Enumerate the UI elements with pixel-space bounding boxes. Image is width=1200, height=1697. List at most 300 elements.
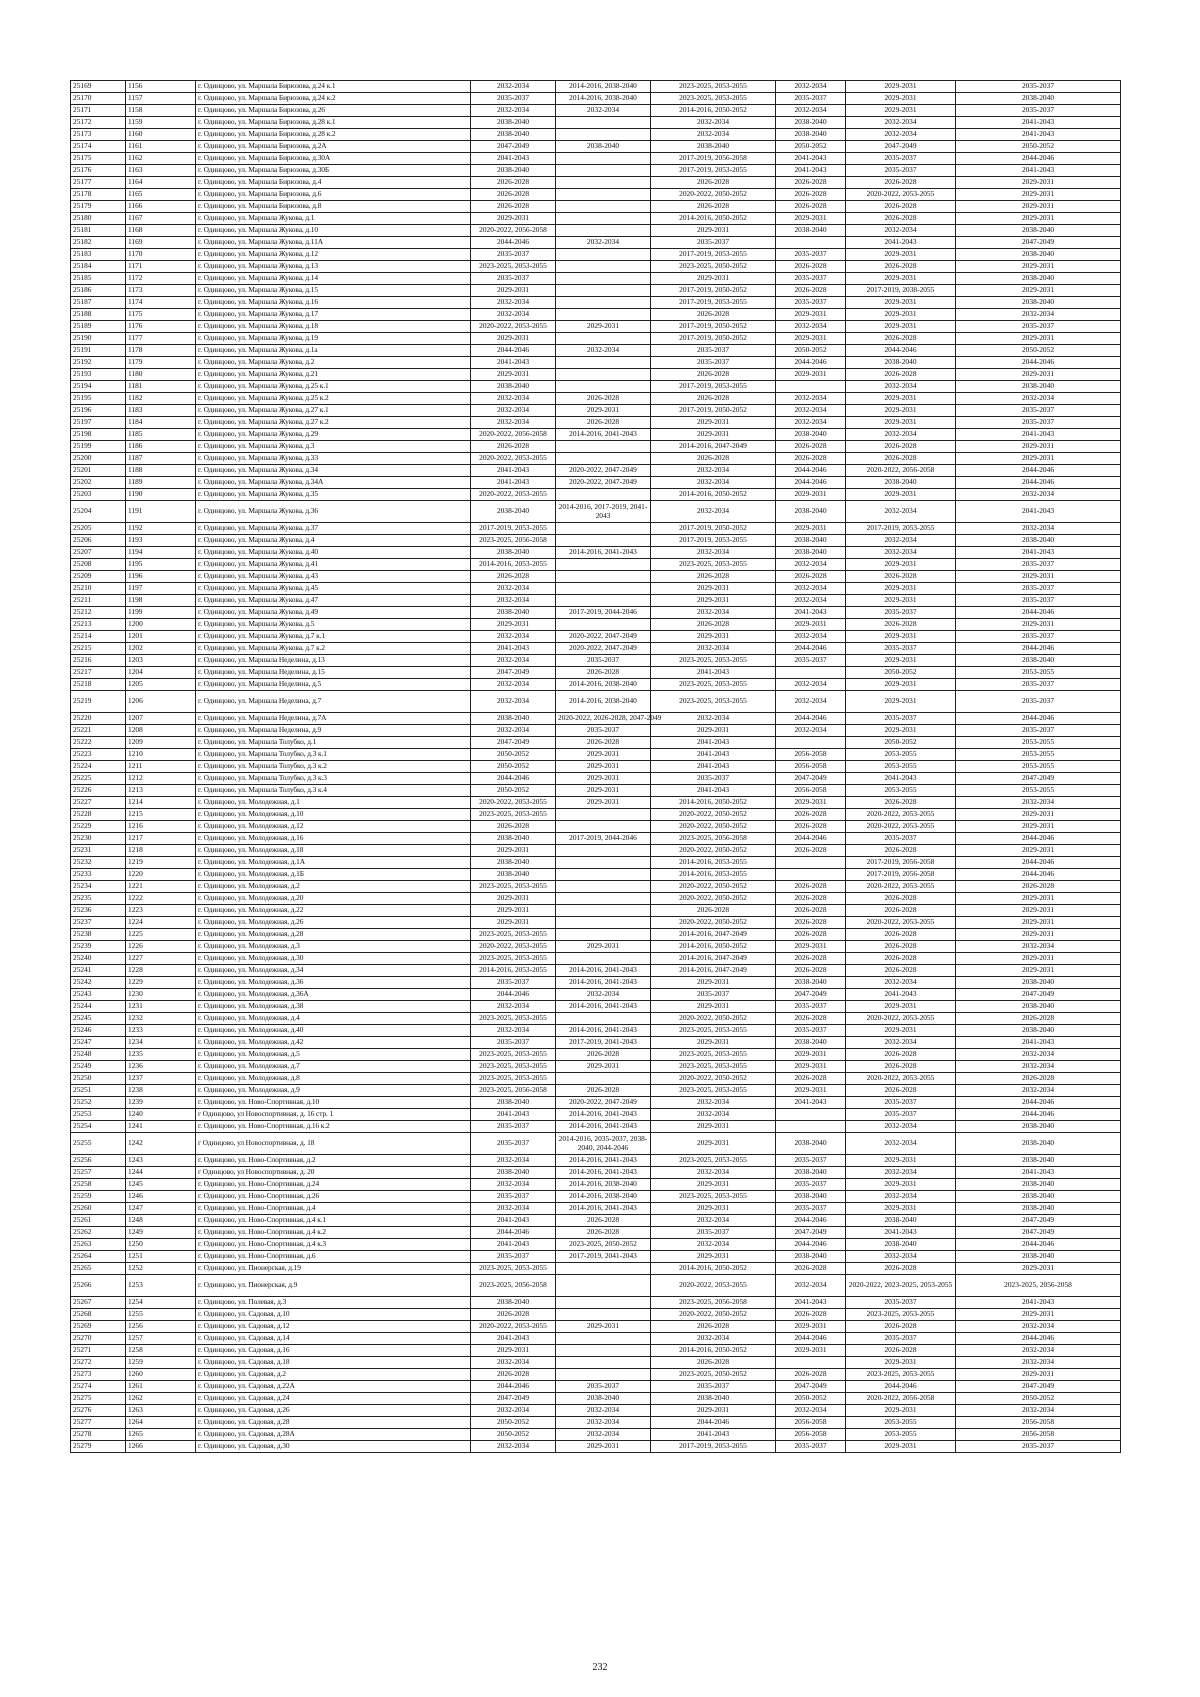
period-cell (556, 177, 651, 189)
period-cell (556, 953, 651, 965)
row-number-cell: 25169 (71, 81, 126, 93)
period-cell (556, 489, 651, 501)
period-cell: 2032-2034 (776, 105, 846, 117)
period-cell: 2023-2025, 2056-2058 (471, 1085, 556, 1097)
row-number-cell: 25206 (71, 535, 126, 547)
period-cell: 2032-2034 (471, 595, 556, 607)
period-cell: 2032-2034 (471, 297, 556, 309)
period-cell: 2023-2025, 2050-2052 (651, 261, 776, 273)
period-cell: 2017-2019, 2053-2055 (651, 249, 776, 261)
period-cell: 2029-2031 (651, 631, 776, 643)
table-row (71, 905, 1121, 917)
period-cell: 2056-2058 (956, 1429, 1121, 1441)
row-number-cell: 25175 (71, 153, 126, 165)
period-cell: 2047-2049 (956, 1381, 1121, 1393)
table-row (71, 1393, 1121, 1405)
house-id-cell: 1226 (126, 941, 196, 953)
row-number-cell: 25179 (71, 201, 126, 213)
period-cell: 2026-2028 (846, 333, 956, 345)
period-cell: 2032-2034 (651, 465, 776, 477)
period-cell (556, 117, 651, 129)
row-number-cell: 25200 (71, 453, 126, 465)
row-number-cell: 25263 (71, 1239, 126, 1251)
period-cell: 2044-2046 (956, 153, 1121, 165)
period-cell: 2029-2031 (846, 725, 956, 737)
period-cell: 2047-2049 (471, 667, 556, 679)
period-cell: 2026-2028 (651, 1321, 776, 1333)
table-row (71, 691, 1121, 713)
table-row (71, 213, 1121, 225)
address-cell: г. Одинцово, ул. Маршала Жукова, д.5 (196, 619, 471, 631)
house-id-cell: 1187 (126, 453, 196, 465)
table-row (71, 81, 1121, 93)
address-cell: г. Одинцово, ул. Маршала Бирюзова, д.24 к.1 (196, 81, 471, 93)
address-cell: г. Одинцово, ул. Маршала Бирюзова, д.24 к.2 (196, 93, 471, 105)
period-cell: 2029-2031 (651, 1405, 776, 1417)
period-cell: 2023-2025, 2053-2055 (651, 1049, 776, 1061)
period-cell: 2050-2052 (471, 1429, 556, 1441)
period-cell: 2026-2028 (471, 1369, 556, 1381)
table-row (71, 607, 1121, 619)
period-cell: 2020-2022, 2053-2055 (846, 1073, 956, 1085)
period-cell: 2020-2022, 2023-2025, 2053-2055 (846, 1275, 956, 1297)
table-row (71, 893, 1121, 905)
table-row (71, 357, 1121, 369)
period-cell: 2026-2028 (471, 189, 556, 201)
period-cell (556, 153, 651, 165)
house-id-cell: 1182 (126, 393, 196, 405)
table-row (71, 93, 1121, 105)
address-cell: г. Одинцово, ул. Маршала Бирюзова, д.28 к.2 (196, 129, 471, 141)
period-cell: 2032-2034 (846, 1133, 956, 1155)
period-cell: 2026-2028 (776, 1073, 846, 1085)
table-row (71, 833, 1121, 845)
period-cell: 2029-2031 (651, 583, 776, 595)
period-cell: 2041-2043 (471, 1239, 556, 1251)
table-row (71, 1263, 1121, 1275)
period-cell: 2032-2034 (651, 713, 776, 725)
table-row (71, 713, 1121, 725)
address-cell: г. Одинцово, ул. Маршала Жукова, д.7 к.2 (196, 643, 471, 655)
period-cell (556, 1073, 651, 1085)
period-cell: 2023-2025, 2053-2055 (471, 1049, 556, 1061)
row-number-cell: 25276 (71, 1405, 126, 1417)
period-cell: 2041-2043 (956, 1037, 1121, 1049)
period-cell: 2035-2037 (651, 773, 776, 785)
address-cell: г. Одинцово, ул. Садовая, д.16 (196, 1345, 471, 1357)
period-cell: 2038-2040 (776, 977, 846, 989)
period-cell: 2014-2016, 2041-2043 (556, 1121, 651, 1133)
period-cell: 2032-2034 (776, 583, 846, 595)
period-cell: 2020-2022, 2053-2055 (651, 1275, 776, 1297)
period-cell: 2035-2037 (471, 1191, 556, 1203)
period-cell: 2026-2028 (556, 667, 651, 679)
row-number-cell: 25204 (71, 501, 126, 523)
period-cell: 2029-2031 (471, 1345, 556, 1357)
row-number-cell: 25235 (71, 893, 126, 905)
row-number-cell: 25243 (71, 989, 126, 1001)
house-id-cell: 1177 (126, 333, 196, 345)
period-cell: 2026-2028 (846, 201, 956, 213)
period-cell: 2032-2034 (471, 725, 556, 737)
period-cell: 2032-2034 (846, 535, 956, 547)
period-cell (556, 1309, 651, 1321)
address-cell: г. Одинцово, ул. Маршала Жукова, д.43 (196, 571, 471, 583)
house-id-cell: 1237 (126, 1073, 196, 1085)
period-cell: 2035-2037 (956, 595, 1121, 607)
period-cell: 2035-2037 (471, 1121, 556, 1133)
table-row (71, 1049, 1121, 1061)
period-cell: 2041-2043 (471, 465, 556, 477)
table-row (71, 153, 1121, 165)
period-cell (556, 381, 651, 393)
table-row (71, 1239, 1121, 1251)
house-id-cell: 1205 (126, 679, 196, 691)
address-cell: г. Одинцово, ул. Садовая, д.28 (196, 1417, 471, 1429)
period-cell: 2014-2016, 2041-2043 (556, 977, 651, 989)
row-number-cell: 25218 (71, 679, 126, 691)
period-cell: 2029-2031 (556, 405, 651, 417)
period-cell: 2029-2031 (846, 595, 956, 607)
period-cell: 2050-2052 (471, 1417, 556, 1429)
house-id-cell: 1260 (126, 1369, 196, 1381)
address-cell: г. Одинцово, ул. Маршала Неделина, д.5 (196, 679, 471, 691)
house-id-cell: 1207 (126, 713, 196, 725)
table-row (71, 417, 1121, 429)
period-cell: 2035-2037 (956, 725, 1121, 737)
period-cell: 2053-2055 (846, 749, 956, 761)
row-number-cell: 25252 (71, 1097, 126, 1109)
period-cell: 2014-2016, 2035-2037, 2038-2040, 2044-2046 (556, 1133, 651, 1155)
period-cell: 2026-2028 (776, 1263, 846, 1275)
period-cell: 2026-2028 (651, 201, 776, 213)
period-cell (556, 523, 651, 535)
period-cell: 2032-2034 (776, 679, 846, 691)
period-cell: 2014-2016, 2053-2055 (651, 869, 776, 881)
house-id-cell: 1254 (126, 1297, 196, 1309)
house-id-cell: 1171 (126, 261, 196, 273)
row-number-cell: 25225 (71, 773, 126, 785)
table-row (71, 177, 1121, 189)
table-row (71, 1275, 1121, 1297)
table-row (71, 249, 1121, 261)
period-cell: 2023-2025, 2053-2055 (651, 655, 776, 667)
period-cell: 2017-2019, 2041-2043 (556, 1251, 651, 1263)
period-cell: 2035-2037 (956, 631, 1121, 643)
row-number-cell: 25176 (71, 165, 126, 177)
period-cell: 2026-2028 (846, 177, 956, 189)
row-number-cell: 25261 (71, 1215, 126, 1227)
period-cell: 2035-2037 (956, 321, 1121, 333)
period-cell: 2032-2034 (556, 237, 651, 249)
period-cell: 2032-2034 (471, 1001, 556, 1013)
period-cell: 2038-2040 (956, 273, 1121, 285)
period-cell: 2029-2031 (471, 845, 556, 857)
period-cell (556, 905, 651, 917)
address-cell: г. Одинцово, ул. Садовая, д.30 (196, 1441, 471, 1453)
period-cell: 2032-2034 (776, 405, 846, 417)
period-cell: 2023-2025, 2050-2052 (651, 1369, 776, 1381)
house-id-cell: 1239 (126, 1097, 196, 1109)
row-number-cell: 25242 (71, 977, 126, 989)
period-cell: 2032-2034 (651, 501, 776, 523)
table-row (71, 1227, 1121, 1239)
period-cell: 2056-2058 (776, 1417, 846, 1429)
period-cell: 2038-2040 (776, 1251, 846, 1263)
house-id-cell: 1251 (126, 1251, 196, 1263)
period-cell: 2038-2040 (776, 547, 846, 559)
address-cell: г. Одинцово, ул. Маршала Толубко, д.1 (196, 737, 471, 749)
period-cell: 2032-2034 (471, 309, 556, 321)
period-cell (776, 667, 846, 679)
house-id-cell: 1217 (126, 833, 196, 845)
row-number-cell: 25237 (71, 917, 126, 929)
period-cell: 2029-2031 (956, 571, 1121, 583)
table-row (71, 1097, 1121, 1109)
period-cell: 2032-2034 (956, 489, 1121, 501)
period-cell: 2020-2022, 2053-2055 (471, 941, 556, 953)
address-cell: г. Одинцово, ул. Садовая, д.2 (196, 1369, 471, 1381)
house-id-cell: 1211 (126, 761, 196, 773)
period-cell: 2038-2040 (471, 129, 556, 141)
period-cell: 2014-2016, 2041-2043 (556, 965, 651, 977)
period-cell: 2038-2040 (776, 1133, 846, 1155)
house-id-cell: 1178 (126, 345, 196, 357)
address-cell: г. Одинцово, ул. Молодежная, д.4 (196, 1013, 471, 1025)
period-cell: 2029-2031 (956, 1369, 1121, 1381)
period-cell (556, 189, 651, 201)
period-cell: 2044-2046 (471, 1227, 556, 1239)
period-cell: 2020-2022, 2053-2055 (471, 797, 556, 809)
period-cell (556, 929, 651, 941)
period-cell: 2029-2031 (651, 1001, 776, 1013)
period-cell: 2026-2028 (846, 571, 956, 583)
row-number-cell: 25231 (71, 845, 126, 857)
table-row (71, 1441, 1121, 1453)
period-cell: 2038-2040 (471, 857, 556, 869)
period-cell: 2023-2025, 2053-2055 (651, 1155, 776, 1167)
period-cell: 2026-2028 (776, 189, 846, 201)
period-cell: 2032-2034 (956, 1405, 1121, 1417)
row-number-cell: 25192 (71, 357, 126, 369)
period-cell: 2044-2046 (956, 869, 1121, 881)
address-cell: г. Одинцово, ул. Маршала Жукова, д.17 (196, 309, 471, 321)
row-number-cell: 25219 (71, 691, 126, 713)
address-cell: г. Одинцово, ул. Маршала Бирюзова, д.28 к.1 (196, 117, 471, 129)
table-row (71, 1133, 1121, 1155)
table-row (71, 1357, 1121, 1369)
house-id-cell: 1197 (126, 583, 196, 595)
address-cell: г. Одинцово, ул. Ново-Спортивная, д.4 к.2 (196, 1227, 471, 1239)
period-cell: 2020-2022, 2050-2052 (651, 1309, 776, 1321)
house-id-cell: 1262 (126, 1393, 196, 1405)
house-id-cell: 1213 (126, 785, 196, 797)
house-id-cell: 1228 (126, 965, 196, 977)
period-cell (556, 297, 651, 309)
house-id-cell: 1214 (126, 797, 196, 809)
period-cell: 2032-2034 (846, 1167, 956, 1179)
period-cell: 2026-2028 (846, 1321, 956, 1333)
period-cell: 2026-2028 (956, 1073, 1121, 1085)
house-id-cell: 1247 (126, 1203, 196, 1215)
period-cell: 2044-2046 (776, 1239, 846, 1251)
period-cell: 2029-2031 (956, 1309, 1121, 1321)
table-row (71, 785, 1121, 797)
address-cell: г. Одинцово, ул. Маршала Жукова, д.21 (196, 369, 471, 381)
period-cell: 2038-2040 (471, 833, 556, 845)
period-cell: 2029-2031 (651, 225, 776, 237)
period-cell: 2026-2028 (651, 369, 776, 381)
table-row (71, 1333, 1121, 1345)
row-number-cell: 25226 (71, 785, 126, 797)
period-cell: 2056-2058 (776, 785, 846, 797)
period-cell: 2047-2049 (956, 1215, 1121, 1227)
row-number-cell: 25191 (71, 345, 126, 357)
period-cell: 2026-2028 (956, 1013, 1121, 1025)
period-cell (556, 1333, 651, 1345)
period-cell: 2041-2043 (956, 501, 1121, 523)
period-cell: 2047-2049 (471, 141, 556, 153)
table-row (71, 297, 1121, 309)
period-cell: 2026-2028 (471, 571, 556, 583)
period-cell: 2044-2046 (956, 1333, 1121, 1345)
house-id-cell: 1192 (126, 523, 196, 535)
period-cell: 2035-2037 (776, 1441, 846, 1453)
period-cell: 2044-2046 (956, 477, 1121, 489)
period-cell: 2014-2016, 2038-2040 (556, 81, 651, 93)
period-cell: 2035-2037 (846, 165, 956, 177)
period-cell: 2032-2034 (471, 583, 556, 595)
row-number-cell: 25232 (71, 857, 126, 869)
house-id-cell: 1257 (126, 1333, 196, 1345)
period-cell: 2026-2028 (776, 881, 846, 893)
period-cell (556, 559, 651, 571)
period-cell (556, 571, 651, 583)
period-cell: 2041-2043 (956, 129, 1121, 141)
period-cell: 2041-2043 (471, 477, 556, 489)
period-cell: 2014-2016, 2038-2040 (556, 679, 651, 691)
table-row (71, 1215, 1121, 1227)
table-row (71, 571, 1121, 583)
house-id-cell: 1235 (126, 1049, 196, 1061)
period-cell: 2029-2031 (471, 285, 556, 297)
address-cell: г. Одинцово, ул. Маршала Жукова, д.47 (196, 595, 471, 607)
period-cell: 2038-2040 (956, 1203, 1121, 1215)
period-cell: 2017-2019, 2056-2058 (651, 153, 776, 165)
period-cell: 2026-2028 (651, 571, 776, 583)
address-cell: г. Одинцово, ул. Маршала Жукова, д.27 к.1 (196, 405, 471, 417)
table-row (71, 237, 1121, 249)
house-id-cell: 1261 (126, 1381, 196, 1393)
period-cell: 2035-2037 (846, 1297, 956, 1309)
row-number-cell: 25277 (71, 1417, 126, 1429)
table-row (71, 501, 1121, 523)
period-cell: 2053-2055 (956, 761, 1121, 773)
period-cell: 2014-2016, 2041-2043 (556, 429, 651, 441)
table-row (71, 749, 1121, 761)
period-cell: 2044-2046 (956, 1097, 1121, 1109)
period-cell: 2038-2040 (846, 357, 956, 369)
period-cell: 2026-2028 (556, 393, 651, 405)
row-number-cell: 25178 (71, 189, 126, 201)
period-cell: 2020-2022, 2050-2052 (651, 881, 776, 893)
period-cell (556, 1357, 651, 1369)
period-cell: 2047-2049 (956, 773, 1121, 785)
period-cell: 2038-2040 (651, 141, 776, 153)
table-row (71, 225, 1121, 237)
period-cell: 2023-2025, 2053-2055 (471, 953, 556, 965)
period-cell: 2026-2028 (846, 453, 956, 465)
period-cell: 2017-2019, 2053-2055 (651, 381, 776, 393)
period-cell: 2038-2040 (956, 1191, 1121, 1203)
address-cell: г. Одинцово, ул. Молодежная, д.38 (196, 1001, 471, 1013)
period-cell: 2017-2019, 2050-2052 (651, 333, 776, 345)
period-cell: 2020-2022, 2047-2049 (556, 643, 651, 655)
period-cell: 2029-2031 (846, 81, 956, 93)
period-cell: 2032-2034 (846, 547, 956, 559)
table-row (71, 1155, 1121, 1167)
period-cell: 2029-2031 (556, 1441, 651, 1453)
period-cell: 2020-2022, 2053-2055 (471, 489, 556, 501)
period-cell: 2038-2040 (956, 1025, 1121, 1037)
period-cell: 2029-2031 (956, 441, 1121, 453)
period-cell (556, 619, 651, 631)
address-cell: г. Одинцово, ул. Молодежная, д.8 (196, 1073, 471, 1085)
period-cell: 2032-2034 (956, 393, 1121, 405)
period-cell: 2020-2022, 2053-2055 (471, 1321, 556, 1333)
row-number-cell: 25267 (71, 1297, 126, 1309)
period-cell: 2020-2022, 2050-2052 (651, 1073, 776, 1085)
period-cell: 2032-2034 (846, 1191, 956, 1203)
period-cell: 2026-2028 (776, 893, 846, 905)
row-number-cell: 25210 (71, 583, 126, 595)
period-cell: 2029-2031 (846, 1357, 956, 1369)
table-row (71, 821, 1121, 833)
period-cell: 2044-2046 (956, 357, 1121, 369)
row-number-cell: 25170 (71, 93, 126, 105)
period-cell: 2032-2034 (776, 1405, 846, 1417)
period-cell: 2029-2031 (956, 953, 1121, 965)
period-cell: 2014-2016, 2047-2049 (651, 965, 776, 977)
period-cell: 2017-2019, 2041-2043 (556, 1037, 651, 1049)
table-row (71, 345, 1121, 357)
period-cell (556, 273, 651, 285)
house-id-cell: 1236 (126, 1061, 196, 1073)
period-cell: 2035-2037 (956, 81, 1121, 93)
period-cell: 2032-2034 (471, 405, 556, 417)
period-cell: 2026-2028 (776, 965, 846, 977)
house-id-cell: 1201 (126, 631, 196, 643)
capital-repair-schedule-table (70, 80, 1121, 1453)
table-row (71, 405, 1121, 417)
period-cell: 2032-2034 (846, 225, 956, 237)
row-number-cell: 25180 (71, 213, 126, 225)
period-cell: 2038-2040 (846, 1239, 956, 1251)
row-number-cell: 25259 (71, 1191, 126, 1203)
period-cell (556, 583, 651, 595)
period-cell: 2032-2034 (556, 345, 651, 357)
period-cell: 2023-2025, 2053-2055 (651, 559, 776, 571)
table-row (71, 643, 1121, 655)
period-cell: 2029-2031 (846, 1179, 956, 1191)
period-cell: 2029-2031 (556, 1061, 651, 1073)
period-cell: 2032-2034 (846, 1251, 956, 1263)
row-number-cell: 25253 (71, 1109, 126, 1121)
period-cell (556, 595, 651, 607)
row-number-cell: 25193 (71, 369, 126, 381)
period-cell: 2020-2022, 2053-2055 (846, 1013, 956, 1025)
period-cell: 2020-2022, 2050-2052 (651, 845, 776, 857)
